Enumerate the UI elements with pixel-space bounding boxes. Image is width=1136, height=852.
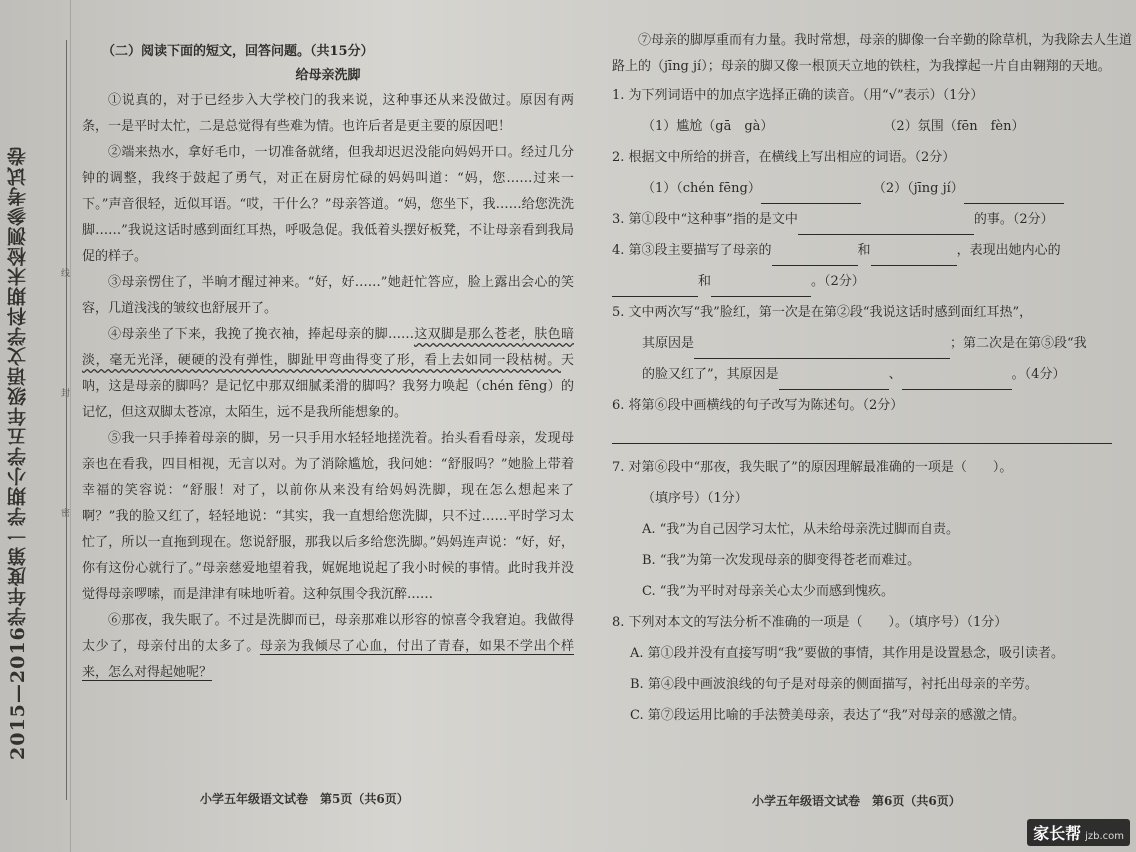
- paragraph-7: ⑦母亲的脚厚重而有力量。我时常想，母亲的脚像一台辛勤的除草机，为我除去人生道路上的（jīng jí）；母亲的脚又像一根顶天立地的铁柱，为我撑起一片自由翱翔的天地。: [612, 33, 1133, 74]
- binding-line: [66, 40, 67, 800]
- q8-option-c: C. 第⑦段运用比喻的手法赞美母亲，表达了“我”对母亲的感激之情。: [630, 708, 1026, 723]
- q4-text-and-2: 和: [698, 274, 712, 289]
- q3-text-end: 的事。（2分）: [973, 212, 1054, 227]
- q4-text-end: ，表现出她内心的: [956, 243, 1061, 258]
- page-5: [82, 40, 574, 686]
- section-heading: （二）阅读下面的短文，回答问题。（共15分）: [102, 44, 374, 59]
- page-6: [612, 28, 1132, 731]
- article-title: 给母亲洗脚: [295, 68, 361, 83]
- q8-option-b: B. 第④段中画波浪线的句子是对母亲的侧面描写，衬托出母亲的辛劳。: [630, 677, 1038, 692]
- q5-score: 。（4分）: [1011, 367, 1066, 382]
- q4-answer-blank-1[interactable]: [772, 249, 858, 266]
- q4-text: 4. 第③段主要描写了母亲的: [612, 243, 772, 258]
- paragraph-3: ③母亲愣住了，半晌才醒过神来。“好，好……”她赶忙答应，脸上露出会心的笑容，几道浅浅的皱纹也舒展开了。: [82, 275, 574, 316]
- paragraph-1: ①说真的，对于已经步入大学校门的我来说，这种事还从来没做过。原因有两条，一是平时太忙，二是总觉得有些难为情。也许后者是更主要的原因吧！: [82, 93, 574, 134]
- q5-answer-blank-3[interactable]: [902, 373, 1012, 390]
- q5-separator: 、: [888, 367, 902, 382]
- q2-pinyin-1: （1）（chén fēng）: [642, 181, 761, 196]
- question-5-line-2: [642, 328, 1132, 359]
- paragraph-4-start: ④母亲坐了下来，我挽了挽衣袖，捧起母亲的脚……: [108, 327, 414, 342]
- question-6: 6. 将第⑥段中画横线的句子改写为陈述句。（2分）: [612, 398, 904, 413]
- q7-option-b: B. “我”为第一次发现母亲的脚变得苍老而难过。: [642, 553, 921, 568]
- paragraph-4-end: 天呐，这是母亲的脚吗？是记忆中那双细腻柔滑的脚吗？我努力唤起（chén fēng）的记忆，但这双脚太苍凉，太陌生，远不是我所能想象的。: [82, 353, 574, 420]
- question-7: 7. 对第⑥段中“那夜，我失眠了”的原因理解最准确的一项是（ ）。: [612, 460, 1013, 475]
- q8-option-a: A. 第①段并没有直接写明“我”要做的事情，其作用是设置悬念，吸引读者。: [630, 646, 1064, 661]
- question-3: [612, 204, 1132, 235]
- q5-reason-label-2: 的脸又红了”，其原因是: [642, 367, 779, 382]
- binding-mark-mi: 密: [59, 508, 69, 517]
- paragraph-6-start: ⑥那夜，我失眠了。不过是洗脚而已，母亲那难以形容的惊喜令我窘迫。我做得太少了，母亲付出的太多了。: [82, 613, 574, 654]
- q5-text-second: ；第二次是在第⑤段“我: [950, 336, 1087, 351]
- page-6-footer: 小学五年级语文试卷 第6页（共6页）: [752, 794, 961, 808]
- paragraph-5: ⑤我一只手捧着母亲的脚，另一只手用水轻轻地搓洗着。抬头看看母亲，发现母亲也在看我，四目相视，无言以对。为了消除尴尬，我问她：“舒服吗？”她脸上带着幸福的笑容说：“舒服！对了，以前你从来没有给妈妈洗脚，现在怎么想起来了啊？”我的脸又红了，轻轻地说：“其实，我一直想给您洗脚，只不过……平时学习太忙了，所以一直拖到现在。您说舒服，那我以后多给您洗脚。”妈妈连声说：“好，好，你有这份心就行了。”母亲慈爱地望着我，娓娓地说起了我小时候的事情。此时我并没觉得母亲啰嗦，而是津津有味地听着。这种氛围令我沉醉……: [82, 431, 574, 602]
- q5-answer-blank-1[interactable]: [694, 342, 950, 359]
- exam-title-vertical: 2015—2016学年度第一学期小学五年级语文学科期末检测参考试卷: [7, 146, 29, 760]
- watermark-logo: [1027, 819, 1130, 846]
- page-5-footer: 小学五年级语文试卷 第5页（共6页）: [200, 792, 409, 806]
- underlined-sentence: 母亲为我倾尽了心血，付出了青春，如果不学出个样来，怎么对得起她呢？: [82, 639, 574, 680]
- q2-answer-blank-2[interactable]: [964, 187, 1064, 204]
- q2-answer-blank-1[interactable]: [761, 187, 861, 204]
- q2-pinyin-2: （2）（jīng jí）: [872, 181, 964, 196]
- q1-option-2: （2）氛围（fēn fèn）: [883, 119, 1025, 134]
- q1-option-1: （1）尴尬（gā gà）: [642, 119, 774, 134]
- question-5: 5. 文中两次写“我”脸红，第一次是在第②段“我说这话时感到面红耳热”，: [612, 305, 1033, 320]
- q4-answer-blank-3[interactable]: [612, 280, 698, 297]
- q3-answer-blank[interactable]: [798, 218, 974, 235]
- question-5-line-3: [642, 359, 1132, 390]
- watermark-brand: 家长帮: [1033, 824, 1082, 843]
- question-8: 8. 下列对本文的写法分析不准确的一项是（ ）。（填序号）（1分）: [612, 615, 1008, 630]
- question-2: 2. 根据文中所给的拼音，在横线上写出相应的词语。（2分）: [612, 150, 956, 165]
- q5-reason-label-1: 其原因是: [642, 336, 695, 351]
- watermark-site: jzb.com: [1085, 831, 1124, 842]
- q5-answer-blank-2[interactable]: [779, 373, 889, 390]
- q4-text-tail: 。（2分）: [811, 274, 865, 289]
- binding-mark-xian: 线: [59, 268, 69, 277]
- question-1: 1. 为下列词语中的加点字选择正确的读音。（用“√”表示）（1分）: [612, 88, 984, 103]
- wavy-underlined-sentence: 这双脚是那么苍老，肤色暗淡，毫无光泽，硬硬的没有弹性，脚趾甲弯曲得变了形，看上去如同一段枯树。: [82, 327, 574, 368]
- paragraph-4: [82, 322, 574, 426]
- binding-margin: [0, 0, 71, 852]
- q4-text-and: 和: [857, 243, 871, 258]
- question-4-line-2: [612, 266, 1132, 297]
- question-1-options: [642, 111, 1132, 142]
- q7-option-a: A. “我”为自己因学习太忙，从未给母亲洗过脚而自责。: [642, 522, 959, 537]
- q3-text: 3. 第①段中“这种事”指的是文中: [612, 212, 798, 227]
- question-2-blanks: [642, 173, 1132, 204]
- q4-answer-blank-2[interactable]: [871, 249, 957, 266]
- question-7-note: （填序号）（1分）: [642, 491, 748, 506]
- q6-answer-line[interactable]: [612, 425, 1112, 444]
- question-4: [612, 235, 1132, 266]
- paragraph-6: [82, 608, 574, 686]
- paragraph-2: ②端来热水，拿好毛巾，一切准备就绪，但我却迟迟没能向妈妈开口。经过几分钟的调整，我终于鼓起了勇气，对正在厨房忙碌的妈妈叫道：“妈，您……过来一下。”声音很轻，近似耳语。“哎，干什么？”母亲答道。“妈，您坐下，我……给您洗洗脚……”我说这话时感到面红耳热，呼吸急促。我低着头摆好板凳，不让母亲看到我局促的样子。: [82, 145, 574, 264]
- q7-option-c: C. “我”为平时对母亲关心太少而感到愧疚。: [642, 584, 895, 599]
- q4-answer-blank-4[interactable]: [711, 280, 811, 297]
- binding-mark-feng: 封: [59, 388, 69, 397]
